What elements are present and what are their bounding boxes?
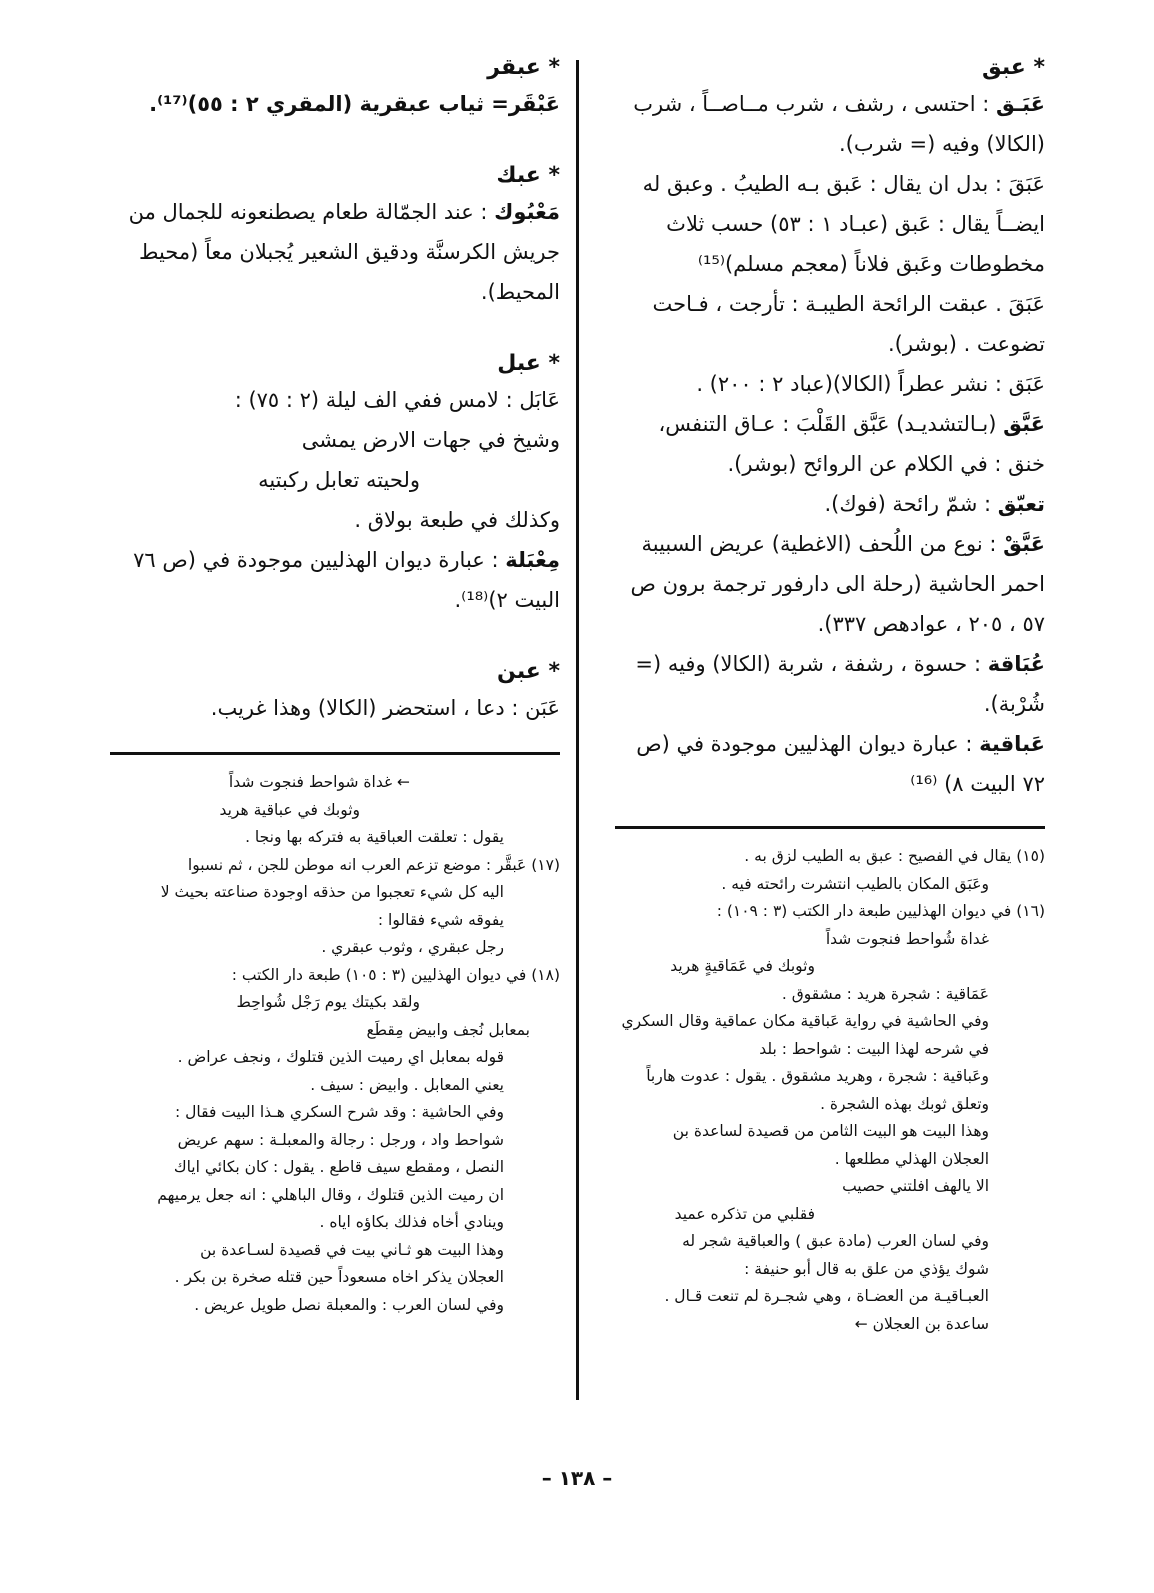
right-column (615, 52, 1045, 1338)
entry: عَباقية : عبارة ديوان الهذليين موجودة في (ص ٧٢ البيت ٨) ⁽¹⁶⁾ (636, 732, 1045, 796)
column-divider (576, 60, 579, 1400)
entry: عُبَاقة : حسوة ، رشفة ، شربة (الكالا) وفيه (= شُرْبة). (635, 652, 1045, 716)
footnote-line: (١٧) عَبقَّر : موضع تزعم العرب انه موطن للجن ، ثم نسبوا (187, 855, 560, 874)
entry: تعبّق : شمّ رائحة (فوك). (824, 492, 1045, 516)
footnote-line: وثوبك في عَمَاقيةٍ هريد (670, 957, 815, 975)
entry: ولحيته تعابل ركبتيه (258, 468, 420, 492)
footnotes-right (615, 843, 1045, 1338)
footnote-line: اليه كل شيء تعجبوا من حذقه اوجودة صناعته بحيث لا (160, 883, 504, 901)
footnote-line: (١٦) في ديوان الهذليين طبعة دار الكتب (٣ : ١٠٩) : (716, 902, 1045, 920)
footnote-line: وفي لسان العرب : والمعبلة نصل طويل عريض . (194, 1295, 504, 1314)
footnote-line: قوله بمعابل اي رميت الذين قتلوك ، ونجف عراض . (177, 1048, 504, 1066)
footnote-line: وعَباقية : شجرة ، وهريد مشقوق . يقول : عدوت هارباً (646, 1067, 989, 1085)
entry: عَبَـق : احتسى ، رشف ، شرب مــاصــاً ، شرب (الكالا) وفيه (= شرب). (633, 92, 1045, 156)
footnote-line: بمعابل نُجف وابيض مِقطَع (366, 1020, 530, 1039)
left-column (110, 52, 560, 1319)
section-abal (110, 348, 560, 620)
footnote-line: العجلان الهذلي مطلعها . (834, 1149, 989, 1168)
section-abak (110, 160, 560, 312)
footnote-line: وهذا البيت هو ثـاني بيت في قصيدة لسـاعدة بن (200, 1240, 504, 1259)
footnotes-left (110, 769, 560, 1319)
footnote-line: وفي لسان العرب (مادة عبق ) والعباقية شجر له (682, 1232, 989, 1250)
footnote-line: ← غداة شواحط فنجوت شداً (228, 773, 410, 791)
footnote-line: يعني المعابل . وابيض : سيف . (310, 1075, 504, 1094)
footnote-line: فقلبي من تذكره عميد (674, 1204, 815, 1223)
entry: عَبَّق (بـالتشديـد) عَبَّق القَلْبَ : عـاق التنفس، خنق : في الكلام عن الروائح (بوشر). (658, 412, 1045, 476)
footnote-line: ان رميت الذين قتلوك ، وقال الباهلي : انه جعل يرميهم (157, 1185, 504, 1204)
entry: عَبَقَ : بدل ان يقال : عَبق بـه الطيبُ . وعبق له ايضــاً يقال : عَبق (عبـاد ١ : ٥٣) حسب ثلاث مخطوطات وعَبق فلاناً (معجم مسلم)⁽¹⁵⁾ (642, 172, 1045, 276)
footnote-line: وفي الحاشية : وقد شرح السكري هـذا البيت فقال : (174, 1103, 504, 1121)
footnote-line: (١٨) في ديوان الهذليين (٣ : ١٠٥) طبعة دار الكتب : (231, 965, 560, 984)
footnote-line: غداة شُواحط فنجوت شداً (825, 929, 989, 948)
section-aban (110, 656, 560, 728)
entry: عَابَل : لامس ففي الف ليلة (٢ : ٧٥) : (234, 388, 560, 412)
footnote-line: وفي الحاشية في رواية عَباقية مكان عماقية وقال السكري (621, 1012, 989, 1030)
section-heading: * عبق (981, 55, 1045, 80)
section-abaq (615, 52, 1045, 804)
footnote-line: وثوبك في عباقية هريد (219, 800, 360, 819)
footnote-line: في شرحه لهذا البيت : شواحط : بلد (759, 1039, 989, 1058)
entry: عَبَّقْ : نوع من اللُحف (الاغطية) عريض السبيبة احمر الحاشية (رحلة الى دارفور ترجمة برون ص ٥٧ ، ٢٠٥ ، عوادهص ٣٣٧). (630, 532, 1045, 636)
footnote-line: الا يالهف افلتني حصيب (842, 1177, 989, 1195)
entry: عَبَق : نشر عطراً (الكالا)(عباد ٢ : ٢٠٠) . (696, 372, 1045, 396)
entry: عَبَقَ . عبقت الرائحة الطيبـة : تأرجت ، فـاحت تضوعت . (بوشر). (652, 292, 1045, 356)
footnote-line: العبـاقيـة من العضـاة ، وهي شجـرة لم تنعت قـال . (664, 1287, 989, 1305)
footnote-line: رجل عبقري ، وثوب عبقري . (321, 938, 504, 956)
footnote-line: ولقد بكيتك يوم رَجْل شُواحِط (236, 993, 420, 1011)
footnote-line: شوك يؤذي من علق به قال أبو حنيفة : (744, 1259, 989, 1278)
footnote-line: وينادي أخاه فذلك بكاؤه اياه . (319, 1213, 504, 1231)
footnote-line: وعَبَق المكان بالطيب انتشرت رائحته فيه . (721, 874, 989, 893)
entry: مَعْبُوك : عند الجمّالة طعام يصطنعونه للجمال من جريش الكرسنَّة ودقيق الشعير يُجبلان معاً (محيط المحيط). (128, 200, 560, 304)
entry: وشيخ في جهات الارض يمشى (301, 428, 560, 452)
section-heading: * عبل (497, 351, 560, 376)
footnote-rule (615, 826, 1045, 829)
footnote-line: شواحط واد ، ورجل : رجالة والمعبلـة : سهم عريض (177, 1130, 504, 1149)
footnote-line: يقول : تعلقت العباقية به فتركه بها ونجا . (245, 828, 504, 846)
entry: وكذلك في طبعة بولاق . (354, 508, 560, 532)
footnote-line: يفوقه شيء فقالوا : (377, 910, 504, 929)
footnote-line: النصل ، ومقطع سيف قاطع . يقول : كان بكائي اياك (173, 1158, 504, 1176)
footnote-line: وهذا البيت هو البيت الثامن من قصيدة لساعدة بن (672, 1122, 989, 1140)
page-number: – ١٣٨ – (541, 1466, 613, 1490)
entry: عَبَن : دعا ، استحضر (الكالا) وهذا غريب. (210, 696, 560, 720)
footnote-line: العجلان يذكر اخاه مسعوداً حين قتله صخرة بن بكر . (174, 1268, 504, 1286)
footnote-line: ساعدة بن العجلان ← (854, 1314, 989, 1333)
footnote-rule (110, 752, 560, 755)
footnote-line: (١٥) يقال في الفصيح : عبق به الطيب لزق به . (744, 847, 1045, 865)
footnote-line: عَمَاقية : شجرة هريد : مشقوق . (781, 984, 989, 1003)
entry: عَبْقَر= ثياب عبقرية (المقري ٢ : ٥٥)⁽¹⁷⁾. (149, 92, 560, 116)
footnote-line: وتعلق ثوبك بهذه الشجرة . (820, 1094, 989, 1113)
section-abqar (110, 52, 560, 124)
section-heading: * عبن (497, 659, 560, 684)
section-heading: * عبقر (487, 55, 560, 80)
section-heading: * عبك (496, 163, 560, 188)
entry: مِعْبَلة : عبارة ديوان الهذليين موجودة في (ص ٧٦ البيت ٢)⁽¹⁸⁾. (133, 548, 560, 612)
